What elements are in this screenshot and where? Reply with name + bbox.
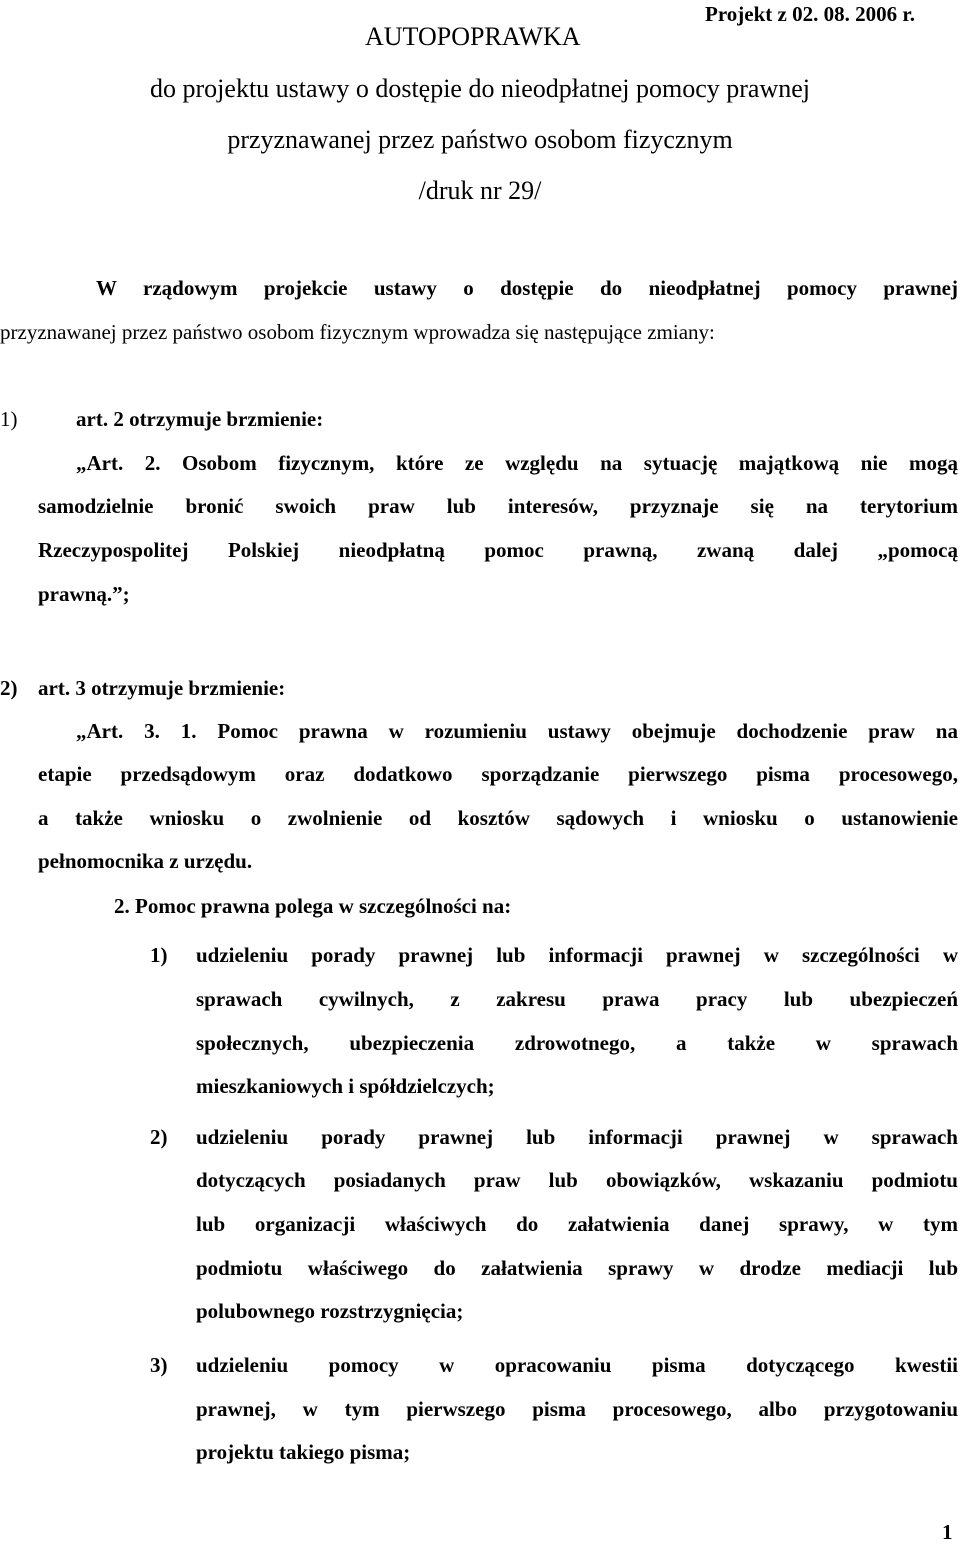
point-2-line-4: podmiotu właściwego do załatwienia sprawy w drodze mediacji lub — [196, 1256, 958, 1280]
intro-line-1: W rządowym projekcie ustawy o dostępie do nieodpłatnej pomocy prawnej — [96, 276, 958, 300]
point-2-line-2: dotyczących posiadanych praw lub obowiązków, wskazaniu podmiotu — [196, 1168, 958, 1192]
change-1-heading: art. 2 otrzymuje brzmienie: — [76, 407, 324, 431]
change-2-heading: art. 3 otrzymuje brzmienie: — [38, 676, 286, 700]
project-date: Projekt z 02. 08. 2006 r. — [705, 2, 915, 26]
point-3-number: 3) — [150, 1353, 168, 1377]
change-1-line-2: samodzielnie bronić swoich praw lub interesów, przyznaje się na terytorium — [38, 494, 958, 518]
change-2-ust1-line-4: pełnomocnika z urzędu. — [38, 849, 253, 873]
change-2-ust1-line-2: etapie przedsądowym oraz dodatkowo sporządzanie pierwszego pisma procesowego, — [38, 762, 958, 786]
point-2-line-1: udzieleniu porady prawnej lub informacji prawnej w sprawach — [196, 1125, 958, 1149]
change-2-number: 2) — [0, 676, 18, 700]
subtitle-line-2: przyznawanej przez państwo osobom fizycznym — [227, 125, 733, 154]
point-1-line-3: społecznych, ubezpieczenia zdrowotnego, a także w sprawach — [196, 1031, 958, 1055]
point-2-number: 2) — [150, 1125, 168, 1149]
point-3-line-1: udzieleniu pomocy w opracowaniu pisma dotyczącego kwestii — [196, 1353, 958, 1377]
point-1-line-4: mieszkaniowych i spółdzielczych; — [196, 1074, 495, 1098]
point-2-line-3: lub organizacji właściwych do załatwienia danej sprawy, w tym — [196, 1212, 958, 1236]
druk-number: /druk nr 29/ — [418, 176, 542, 205]
point-1-line-2: sprawach cywilnych, z zakresu prawa pracy lub ubezpieczeń — [196, 987, 958, 1011]
change-2-ust2: 2. Pomoc prawna polega w szczególności na: — [114, 894, 512, 918]
point-1-number: 1) — [150, 943, 168, 967]
intro-line-2: przyznawanej przez państwo osobom fizycznym wprowadza się następujące zmiany: — [0, 320, 715, 344]
change-1-line-3: Rzeczypospolitej Polskiej nieodpłatną pomoc prawną, zwaną dalej „pomocą — [38, 538, 958, 562]
document-title: AUTOPOPRAWKA — [365, 22, 581, 51]
point-1-line-1: udzieleniu porady prawnej lub informacji prawnej w szczególności w — [196, 943, 958, 967]
point-3-line-3: projektu takiego pisma; — [196, 1440, 411, 1464]
change-1-line-4: prawną.”; — [38, 582, 130, 606]
change-1-number: 1) — [0, 407, 18, 431]
point-3-line-2: prawnej, w tym pierwszego pisma procesowego, albo przygotowaniu — [196, 1397, 958, 1421]
point-2-line-5: polubownego rozstrzygnięcia; — [196, 1299, 464, 1323]
change-2-ust1-line-1: „Art. 3. 1. Pomoc prawna w rozumieniu ustawy obejmuje dochodzenie praw na — [76, 719, 958, 743]
page-number: 1 — [942, 1520, 953, 1544]
subtitle-line-1: do projektu ustawy o dostępie do nieodpłatnej pomocy prawnej — [150, 74, 810, 103]
change-1-line-1: „Art. 2. Osobom fizycznym, które ze względu na sytuację majątkową nie mogą — [76, 451, 958, 475]
change-2-ust1-line-3: a także wniosku o zwolnienie od kosztów sądowych i wniosku o ustanowienie — [38, 806, 958, 830]
